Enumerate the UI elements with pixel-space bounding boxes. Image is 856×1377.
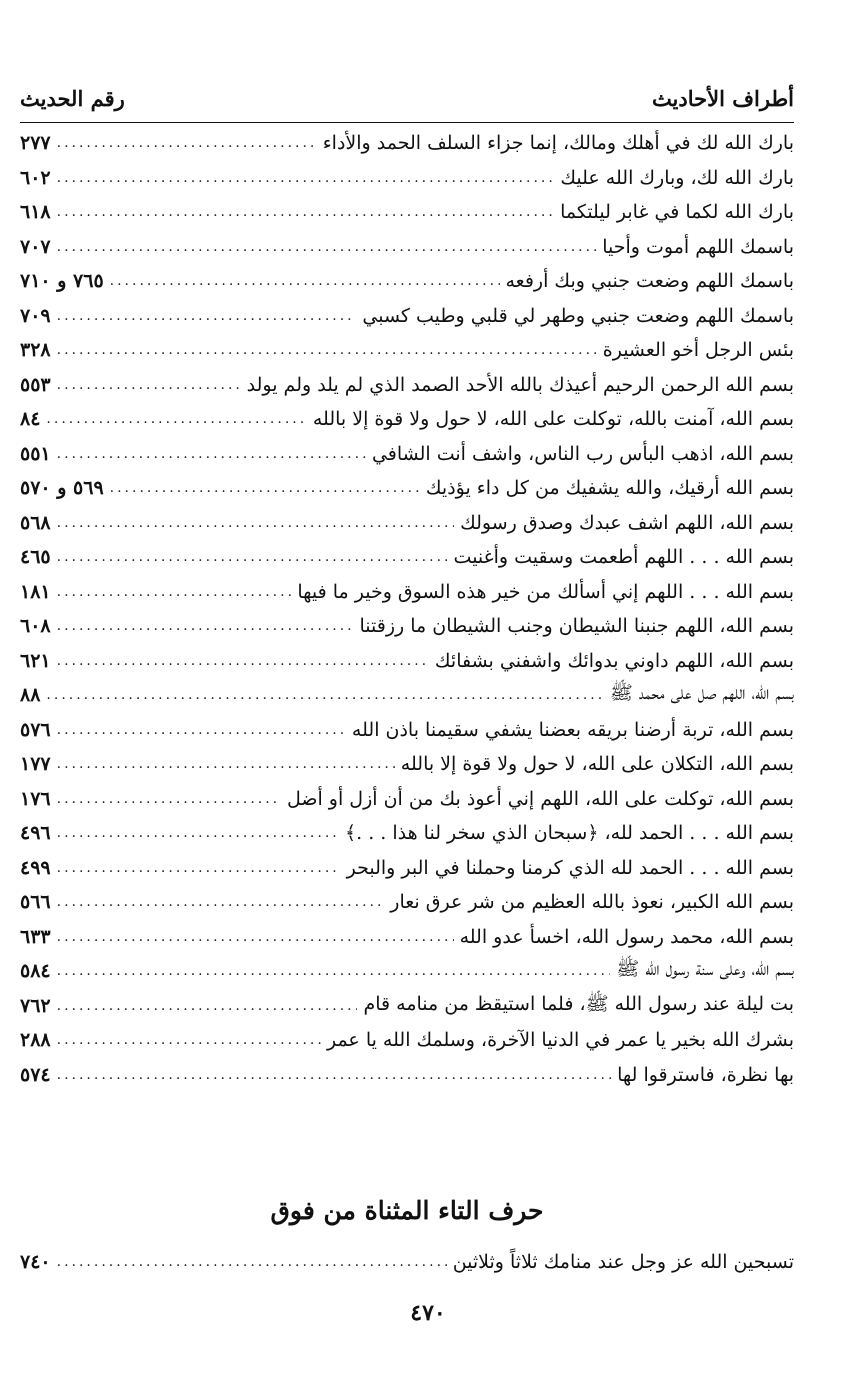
index-entry [20,333,794,368]
entry-text: بسم الله . . . الحمد لله، ﴿سبحان الذي سخر لنا هذا . . .﴾ [345,822,794,845]
entry-text: بارك الله لك في أهلك ومالك، إنما جزاء السلف الحمد والأداء [322,132,794,155]
entry-text: بسم الله، تربة أرضنا بريقه بعضنا يشفي سقيمنا باذن الله [351,718,794,741]
section-heading: حرف التاء المثناة من فوق [270,1196,544,1225]
index-entry [20,713,794,748]
dot-leader [57,929,454,945]
dot-leader [57,1032,321,1048]
entry-hadith-number: ٧٠٧ [20,235,51,258]
entry-text: بسم الله . . . اللهم أطعمت وسقيت وأغنيت [453,546,794,569]
entry-hadith-number: ٥٦٩ و ٥٧٠ [20,477,104,500]
entry-text: بسم الله، اللهم جنبنا الشيطان وجنب الشيطان ما رزقتنا [359,615,794,638]
entry-text: بسم الله، وعلى سنة رسول الله ﷺ [616,958,794,981]
entry-hadith-number: ٨٨ [20,684,41,707]
entry-text: بسم الله، آمنت بالله، توكلت على الله، لا حول ولا قوة إلا بالله [312,408,794,431]
entry-text: باسمك اللهم وضعت جنبي وطهر لي قلبي وطيب كسبي [362,304,794,327]
dot-leader [57,1067,611,1083]
entry-hadith-number: ٦٠٢ [20,166,51,189]
index-entry [20,437,794,472]
dot-leader [57,446,366,462]
entry-text: بت ليلة عند رسول الله ﷺ، فلما استيقظ من منامه قام [363,992,794,1015]
index-entry [20,678,794,713]
entry-text: بئس الرجل أخو العشيرة [602,339,794,362]
index-entry [20,506,794,541]
entry-text: بسم الله الرحمن الرحيم أعيذك بالله الأحد الصمد الذي لم يلد ولم يولد [246,373,794,396]
entry-hadith-number: ٥٥٣ [20,373,51,396]
index-entry [20,954,794,989]
index-entry [20,230,794,265]
entry-text: بسم الله، محمد رسول الله، اخسأ عدو الله [459,925,794,948]
dot-leader [57,963,611,979]
index-entry [20,885,794,920]
entry-hadith-number: ٦١٨ [20,201,51,224]
dot-leader [110,273,500,289]
dot-leader [57,894,385,910]
index-entry [20,402,794,437]
dot-leader [46,411,306,427]
entry-text: بسم الله، توكلت على الله، اللهم إني أعوذ بك من أن أزل أو أضل [286,787,794,810]
index-entry [20,195,794,230]
entry-hadith-number: ٦٣٣ [20,925,51,948]
dot-leader [57,722,346,738]
dot-leader [57,653,429,669]
entry-text: بسم الله . . . اللهم إني أسألك من خير هذه السوق وخير ما فيها [297,580,794,603]
dot-leader [57,549,448,565]
entry-hadith-number: ٤٩٩ [20,856,51,879]
dot-leader [57,377,241,393]
dot-leader [57,1254,447,1270]
index-entry [20,126,794,161]
dot-leader [57,584,292,600]
entry-hadith-number: ٤٩٦ [20,822,51,845]
dot-leader [57,515,455,531]
entry-text: بسم الله، اللهم صل على محمد ﷺ [609,682,794,705]
entry-text: بارك الله لكما في غابر ليلتكما [560,201,794,224]
index-entry [20,920,794,955]
dot-leader [57,998,358,1014]
entry-text: بسم الله . . . الحمد لله الذي كرمنا وحملنا في البر والبحر [346,856,794,879]
header-hadith-number-label: رقم الحديث [20,86,125,111]
entry-hadith-number: ٥٧٦ [20,718,51,741]
entry-hadith-number: ١٧٦ [20,787,51,810]
entry-text: بسم الله، اذهب البأس رب الناس، واشف أنت الشافي [371,442,794,465]
entry-text: تسبحين الله عز وجل عند منامك ثلاثاً وثلاثين [452,1251,794,1274]
index-entry [20,540,794,575]
entry-text: بشرك الله بخير يا عمر في الدنيا الآخرة، وسلمك الله يا عمر [326,1029,794,1052]
index-entry [20,299,794,334]
dot-leader [57,239,597,255]
index-entry [20,368,794,403]
entry-hadith-number: ٥٦٦ [20,891,51,914]
index-entry [20,851,794,886]
dot-leader [57,825,339,841]
entry-hadith-number: ٨٤ [20,408,41,431]
index-entry [20,782,794,817]
entry-hadith-number: ٢٨٨ [20,1029,51,1052]
index-entry [20,1058,794,1093]
dot-leader [110,480,420,496]
index-entry [20,161,794,196]
entry-text: بسم الله، اللهم اشف عبدك وصدق رسولك [460,511,794,534]
index-entry [20,264,794,299]
dot-leader [57,135,317,151]
index-entry [20,816,794,851]
dot-leader [57,756,395,772]
entry-hadith-number: ٤٦٥ [20,546,51,569]
dot-leader [57,204,554,220]
entry-hadith-number: ٥٧٤ [20,1063,51,1086]
dot-leader [57,342,597,358]
entry-text: باسمك اللهم وضعت جنبي وبك أرفعه [505,270,794,293]
entry-hadith-number: ٥٥١ [20,442,51,465]
dot-leader [57,308,357,324]
entry-text: بسم الله أرقيك، والله يشفيك من كل داء يؤذيك [425,477,794,500]
entry-text: بسم الله، التكلان على الله، لا حول ولا قوة إلا بالله [400,753,794,776]
dot-leader [57,170,555,186]
entry-hadith-number: ٦٠٨ [20,615,51,638]
entry-text: بسم الله الكبير، نعوذ بالله العظيم من شر عرق نعار [390,891,794,914]
page-number: ٤٧٠ [410,1300,446,1326]
entry-hadith-number: ١٧٧ [20,753,51,776]
entry-hadith-number: ٦٢١ [20,649,51,672]
entry-text: باسمك اللهم أموت وأحيا [602,235,794,258]
entry-hadith-number: ٥٦٨ [20,511,51,534]
entry-hadith-number: ٧٦٢ [20,994,51,1017]
entry-hadith-number: ٣٢٨ [20,339,51,362]
index-entry [20,644,794,679]
dot-leader [57,791,281,807]
dot-leader [57,860,341,876]
entry-text: بها نظرة، فاسترقوا لها [617,1063,794,1086]
entry-hadith-number: ٧٤٠ [20,1251,51,1274]
index-entry [20,609,794,644]
section-hadith-list [20,1245,794,1280]
index-entry [20,1023,794,1058]
dot-leader [57,618,354,634]
hadith-index-list [20,126,794,1092]
index-entry [20,1245,794,1280]
header-title: أطراف الأحاديث [651,86,794,111]
page-header [20,80,794,123]
index-entry [20,471,794,506]
entry-hadith-number: ١٨١ [20,580,51,603]
entry-hadith-number: ٥٨٤ [20,960,51,983]
entry-text: بسم الله، اللهم داوني بدوائك واشفني بشفائك [434,649,794,672]
index-entry [20,575,794,610]
index-entry [20,989,794,1024]
entry-hadith-number: ٧٠٩ [20,304,51,327]
entry-text: بارك الله لك، وبارك الله عليك [560,166,794,189]
index-entry [20,747,794,782]
entry-hadith-number: ٢٧٧ [20,132,51,155]
dot-leader [46,687,603,703]
entry-hadith-number: ٧٦٥ و ٧١٠ [20,270,104,293]
